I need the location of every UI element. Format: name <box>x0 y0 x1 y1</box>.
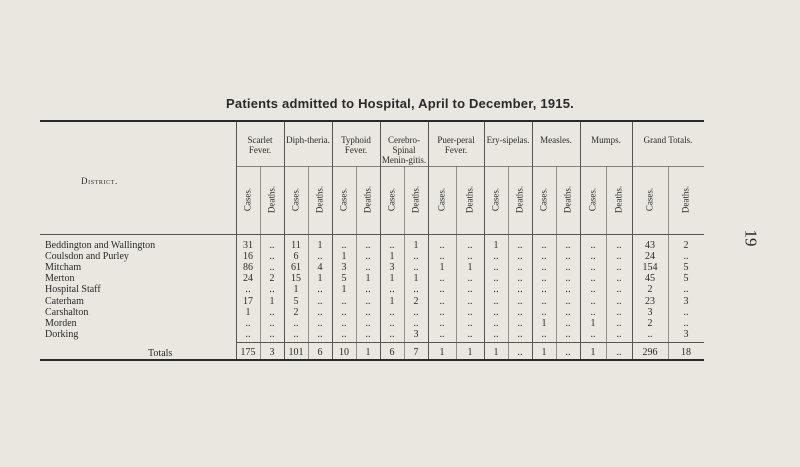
totals-cell: .. <box>616 347 622 358</box>
table-bottom-rule <box>40 359 704 361</box>
table-cell: .. <box>365 307 371 318</box>
table-cell: .. <box>467 329 473 340</box>
table-cell: 2 <box>269 273 275 284</box>
table-cell: .. <box>439 240 445 251</box>
table-cell: 1 <box>439 262 445 273</box>
row-district-label: Beddington and Wallington <box>45 240 156 251</box>
totals-cell: 6 <box>317 347 323 358</box>
row-district-label: Caterham <box>45 296 84 307</box>
table-cell: .. <box>467 284 473 295</box>
table-cell: 5 <box>341 273 347 284</box>
table-cell: 3 <box>341 262 347 273</box>
table-cell: .. <box>590 329 596 340</box>
deaths-subheader: Deaths. <box>362 185 373 214</box>
table-cell: 3 <box>389 262 395 273</box>
table-cell: .. <box>590 296 596 307</box>
table-cell: .. <box>590 284 596 295</box>
table-cell: 24 <box>243 273 253 284</box>
totals-cell: 18 <box>681 347 691 358</box>
table-cell: 6 <box>293 251 299 262</box>
table-cell: .. <box>341 329 347 340</box>
group-header-divider <box>236 166 704 167</box>
table-cell: .. <box>365 251 371 262</box>
table-cell: .. <box>683 251 689 262</box>
table-cell: .. <box>439 251 445 262</box>
table-cell: .. <box>590 251 596 262</box>
row-district-label: Mitcham <box>45 262 82 273</box>
table-cell: .. <box>565 262 571 273</box>
deaths-subheader: Deaths. <box>613 185 624 214</box>
table-cell: 86 <box>243 262 253 273</box>
column-group-header: Puer-peral Fever. <box>437 135 475 155</box>
table-cell: 16 <box>243 251 253 262</box>
totals-cell: 1 <box>590 347 596 358</box>
table-cell: 154 <box>642 262 658 273</box>
column-group-header: Typhoid Fever. <box>341 135 371 155</box>
table-cell: 4 <box>317 262 323 273</box>
table-cell: 1 <box>590 318 596 329</box>
table-cell: .. <box>467 296 473 307</box>
table-cell: 1 <box>269 296 275 307</box>
table-cell: .. <box>517 262 523 273</box>
table-cell: .. <box>413 318 419 329</box>
table-cell: 1 <box>541 318 547 329</box>
table-cell: 3 <box>413 329 419 340</box>
table-cell: 3 <box>647 307 653 318</box>
table-cell: .. <box>565 329 571 340</box>
table-cell: 23 <box>645 296 655 307</box>
column-group-header: Diph-theria. <box>286 135 330 145</box>
table-cell: .. <box>293 329 299 340</box>
totals-cell: 296 <box>642 347 658 358</box>
cases-subheader: Cases. <box>338 187 349 212</box>
group-divider <box>632 122 633 359</box>
table-cell: .. <box>517 273 523 284</box>
table-cell: .. <box>389 240 395 251</box>
table-cell: 2 <box>413 296 419 307</box>
cases-subheader: Cases. <box>644 187 655 212</box>
table-cell: .. <box>317 251 323 262</box>
table-cell: 1 <box>413 240 419 251</box>
totals-label: Totals <box>148 348 173 359</box>
table-cell: .. <box>365 262 371 273</box>
row-district-label: Coulsdon and Purley <box>45 251 129 262</box>
table-cell: .. <box>517 284 523 295</box>
totals-divider <box>236 342 704 343</box>
table-cell: 1 <box>365 273 371 284</box>
table-cell: .. <box>467 273 473 284</box>
table-cell: .. <box>541 273 547 284</box>
totals-cell: 101 <box>288 347 304 358</box>
page-number: 19 <box>741 229 761 247</box>
table-cell: 1 <box>413 273 419 284</box>
table-cell: .. <box>493 307 499 318</box>
column-group-header: Cerebro-Spinal Menin-gitis. <box>381 135 427 165</box>
table-cell: .. <box>389 284 395 295</box>
table-cell: 1 <box>389 251 395 262</box>
table-cell: .. <box>467 318 473 329</box>
table-cell: .. <box>439 318 445 329</box>
cases-subheader: Cases. <box>587 187 598 212</box>
table-cell: 1 <box>341 251 347 262</box>
table-cell: .. <box>389 329 395 340</box>
table-cell: 1 <box>389 273 395 284</box>
cases-subheader: Cases. <box>242 187 253 212</box>
table-cell: 3 <box>683 329 689 340</box>
table-cell: .. <box>683 307 689 318</box>
table-cell: .. <box>245 318 251 329</box>
table-cell: .. <box>517 296 523 307</box>
table-cell: 2 <box>647 318 653 329</box>
table-cell: .. <box>389 307 395 318</box>
table-cell: .. <box>439 296 445 307</box>
table-cell: .. <box>565 240 571 251</box>
table-cell: .. <box>493 284 499 295</box>
table-cell: .. <box>269 240 275 251</box>
table-cell: .. <box>341 296 347 307</box>
cases-subheader: Cases. <box>436 187 447 212</box>
table-cell: 5 <box>683 273 689 284</box>
table-cell: .. <box>517 251 523 262</box>
table-cell: .. <box>493 273 499 284</box>
row-district-label: Hospital Staff <box>45 284 101 295</box>
table-cell: 2 <box>293 307 299 318</box>
table-cell: .. <box>541 307 547 318</box>
table-cell: .. <box>493 296 499 307</box>
table-cell: .. <box>365 296 371 307</box>
table-cell: .. <box>467 251 473 262</box>
totals-cell: 1 <box>467 347 473 358</box>
table-cell: .. <box>616 307 622 318</box>
table-cell: .. <box>365 284 371 295</box>
table-cell: .. <box>517 307 523 318</box>
column-group-header: Measles. <box>540 135 572 145</box>
cases-subheader: Cases. <box>386 187 397 212</box>
totals-cell: 1 <box>365 347 371 358</box>
table-cell: .. <box>541 262 547 273</box>
deaths-subheader: Deaths. <box>562 185 573 214</box>
deaths-subheader: Deaths. <box>464 185 475 214</box>
table-cell: .. <box>439 284 445 295</box>
table-cell: .. <box>317 329 323 340</box>
totals-cell: 1 <box>493 347 499 358</box>
table-cell: .. <box>616 296 622 307</box>
table-cell: .. <box>413 307 419 318</box>
table-cell: .. <box>317 307 323 318</box>
table-cell: .. <box>616 262 622 273</box>
table-cell: .. <box>616 273 622 284</box>
table-cell: .. <box>467 240 473 251</box>
table-cell: .. <box>493 329 499 340</box>
table-cell: .. <box>439 329 445 340</box>
totals-cell: 10 <box>339 347 349 358</box>
table-cell: .. <box>365 318 371 329</box>
table-cell: .. <box>647 329 653 340</box>
table-cell: .. <box>269 307 275 318</box>
table-cell: .. <box>493 251 499 262</box>
cases-subheader: Cases. <box>538 187 549 212</box>
table-cell: .. <box>365 240 371 251</box>
table-cell: 5 <box>293 296 299 307</box>
column-group-header: Mumps. <box>591 135 621 145</box>
table-cell: .. <box>683 284 689 295</box>
table-cell: 1 <box>293 284 299 295</box>
table-cell: 2 <box>683 240 689 251</box>
totals-cell: 1 <box>541 347 547 358</box>
table-cell: 1 <box>467 262 473 273</box>
column-group-header: Ery-sipelas. <box>486 135 530 145</box>
table-cell: 5 <box>683 262 689 273</box>
column-group-header: Grand Totals. <box>643 135 693 145</box>
table-cell: .. <box>439 307 445 318</box>
table-cell: .. <box>565 251 571 262</box>
table-cell: 2 <box>647 284 653 295</box>
table-cell: .. <box>541 284 547 295</box>
table-cell: .. <box>365 329 371 340</box>
table-cell: 43 <box>645 240 655 251</box>
table-cell: .. <box>565 296 571 307</box>
subcolumn-divider <box>668 166 669 359</box>
table-cell: .. <box>565 273 571 284</box>
table-cell: .. <box>683 318 689 329</box>
table-cell: .. <box>493 262 499 273</box>
cases-subheader: Cases. <box>290 187 301 212</box>
row-district-label: Merton <box>45 273 75 284</box>
table-cell: .. <box>541 240 547 251</box>
table-cell: .. <box>590 307 596 318</box>
table-cell: .. <box>616 329 622 340</box>
table-cell: .. <box>293 318 299 329</box>
deaths-subheader: Deaths. <box>266 185 277 214</box>
table-cell: .. <box>517 240 523 251</box>
table-cell: .. <box>590 240 596 251</box>
table-cell: 1 <box>389 296 395 307</box>
table-cell: .. <box>467 307 473 318</box>
totals-cell: .. <box>565 347 571 358</box>
district-header: District. <box>81 176 118 186</box>
table-cell: .. <box>389 318 395 329</box>
table-cell: .. <box>616 251 622 262</box>
deaths-subheader: Deaths. <box>514 185 525 214</box>
table-cell: .. <box>341 307 347 318</box>
table-cell: .. <box>616 240 622 251</box>
table-cell: 61 <box>291 262 301 273</box>
table-cell: .. <box>541 296 547 307</box>
table-cell: .. <box>541 329 547 340</box>
table-cell: .. <box>590 262 596 273</box>
table-cell: .. <box>565 307 571 318</box>
table-cell: 24 <box>645 251 655 262</box>
table-cell: 1 <box>317 273 323 284</box>
table-cell: 1 <box>493 240 499 251</box>
column-group-header: Scarlet Fever. <box>247 135 273 155</box>
table-cell: .. <box>439 273 445 284</box>
totals-cell: .. <box>517 347 523 358</box>
deaths-subheader: Deaths. <box>680 185 691 214</box>
table-cell: .. <box>541 251 547 262</box>
table-cell: 17 <box>243 296 253 307</box>
table-cell: 45 <box>645 273 655 284</box>
table-cell: 31 <box>243 240 253 251</box>
table-cell: 11 <box>291 240 301 251</box>
table-cell: 1 <box>317 240 323 251</box>
cases-subheader: Cases. <box>490 187 501 212</box>
table-cell: .. <box>517 329 523 340</box>
table-cell: .. <box>245 284 251 295</box>
table-cell: .. <box>269 318 275 329</box>
table-cell: .. <box>317 296 323 307</box>
totals-cell: 6 <box>389 347 395 358</box>
table-cell: .. <box>493 318 499 329</box>
table-cell: 3 <box>683 296 689 307</box>
table-cell: .. <box>317 318 323 329</box>
table-cell: 1 <box>341 284 347 295</box>
totals-cell: 1 <box>439 347 445 358</box>
table-cell: .. <box>245 329 251 340</box>
table-cell: .. <box>413 262 419 273</box>
table-cell: .. <box>341 318 347 329</box>
table-cell: .. <box>616 318 622 329</box>
table-top-rule <box>40 120 704 122</box>
table-cell: .. <box>616 284 622 295</box>
row-district-label: Dorking <box>45 329 79 340</box>
deaths-subheader: Deaths. <box>410 185 421 214</box>
table-cell: .. <box>269 329 275 340</box>
header-divider <box>40 234 704 235</box>
table-cell: .. <box>565 318 571 329</box>
page-title: Patients admitted to Hospital, April to December, 1915. <box>226 96 574 111</box>
table-cell: 1 <box>245 307 251 318</box>
totals-cell: 3 <box>269 347 275 358</box>
table-cell: .. <box>517 318 523 329</box>
table-cell: .. <box>413 251 419 262</box>
table-cell: .. <box>269 251 275 262</box>
table-cell: .. <box>590 273 596 284</box>
totals-cell: 175 <box>240 347 256 358</box>
row-district-label: Carshalton <box>45 307 89 318</box>
deaths-subheader: Deaths. <box>314 185 325 214</box>
table-cell: .. <box>317 284 323 295</box>
table-cell: .. <box>341 240 347 251</box>
table-cell: .. <box>269 262 275 273</box>
table-cell: .. <box>565 284 571 295</box>
table-cell: .. <box>269 284 275 295</box>
table-cell: .. <box>413 284 419 295</box>
table-cell: 15 <box>291 273 301 284</box>
totals-cell: 7 <box>413 347 419 358</box>
row-district-label: Morden <box>45 318 77 329</box>
